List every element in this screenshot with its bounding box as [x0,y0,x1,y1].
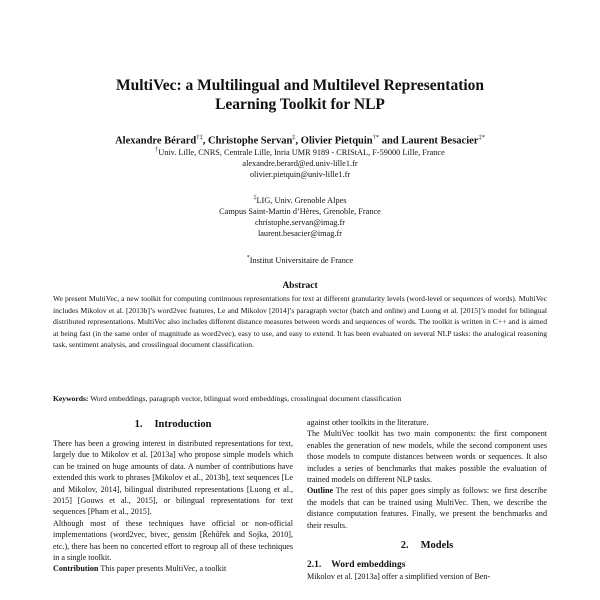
section-number: 2. [400,540,409,552]
section-heading-models [307,539,547,552]
author-separator: and [379,135,402,147]
author-email: laurent.besacier@imag.fr [257,229,343,239]
paragraph-text: The rest of this paper goes simply as follows: we first describe the models that can be trained using MultiVec. Then, we describe the distance computation features. Finally, we present the benchmarks and their results. [307,486,547,530]
paper-title [0,76,600,114]
affiliation-3 [0,253,600,266]
affiliation-1 [0,145,600,180]
section-heading-introduction [53,418,293,431]
right-column [307,417,547,582]
paragraph-heading: Outline [307,486,334,496]
author-separator: , [202,135,208,147]
author-name: Olivier Pietquin [300,135,373,147]
section-number: 1. [134,419,143,430]
author-name: Alexandre Bérard [115,135,197,147]
paragraph-text: This paper presents MultiVec, a toolkit [98,564,227,574]
author-name: Christophe Servan [207,135,293,147]
affiliation-mark: ‡ [253,195,257,201]
author-separator: , [295,135,301,147]
subsection-title: Word embeddings [331,560,406,571]
title-line-1: MultiVec: a Multilingual and Multilevel Representation [115,77,485,94]
author-email: alexandre.berard@ed.univ-lille1.fr [242,158,358,168]
right-paragraph-3 [307,485,547,531]
keywords-text: Word embeddings, paragraph vector, bilingual word embeddings, crosslingual document classification [90,394,402,403]
abstract-text: We present MultiVec, a new toolkit for computing continuous representations for text at different granularity levels (word-level or sequences of words). MultiVec includes Mikolov et al. [2013b]’s word2vec features, Le and Mikolov [2014]’s paragraph vector (batch and online) and Luong et al. [2015]’s model for bilingual distributed representations. MultiVec also includes different distance measures between words and sequences of words. The toolkit is written in C++ and is aimed at being fast (in the same order of magnitude as word2vec), easy to use, and easy to extend. It has been evaluated on several NLP tasks: the analogical reasoning task, sentiment analysis, and crosslingual document classification. [53,294,547,350]
affiliation-2 [0,193,600,240]
affiliation-line: Institut Universitaire de France [249,255,354,265]
abstract-heading: Abstract [282,281,318,291]
affiliation-address: Campus Saint-Martin d’Hères, Grenoble, France [219,206,381,216]
left-column [53,414,293,575]
intro-paragraph-2: Although most of these techniques have official or non-official implementations (word2vec, bivec, gensim [Řehůřek and Sojka, 2010], etc.), there has been no concerted effort to regroup all of these techniques in a single toolkit. [53,518,293,563]
affiliation-mark: * [246,255,250,261]
section-title: Models [420,540,454,552]
subsection-number: 2.1. [307,560,322,571]
author-name: Laurent Besacier [401,135,479,147]
word-embeddings-paragraph: Mikolov et al. [2013a] offer a simplified version of Ben- [307,572,491,582]
keywords-label: Keywords: [53,394,89,403]
affiliation-line: LIG, Univ. Grenoble Alpes [256,195,347,205]
intro-paragraph-1: There has been a growing interest in distributed representations for text, largely due to Mikolov et al. [2013a] who propose simple models which can be trained on huge amounts of data. A number of contributions have extended this work to phrases [Mikolov et al., 2013b], text sequences [Le and Mikolov, 2014], bilingual distributed representations [Luong et al., 2015] [Gouws et al., 2015], or bilingual representations for text sequences [Pham et al., 2015]. [53,439,293,517]
author-affiliation-mark: †* [372,134,380,141]
author-email: christophe.servan@imag.fr [254,218,346,228]
paragraph-heading: Contribution [53,564,99,574]
author-email: olivier.pietquin@univ-lille1.fr [249,170,351,180]
section-title: Introduction [154,419,212,430]
keywords [53,393,547,404]
affiliation-mark: † [155,147,159,153]
author-affiliation-mark: ‡ [292,134,296,141]
subsection-heading-word-embeddings [307,559,547,571]
intro-paragraph-3 [53,563,293,574]
author-affiliation-mark: †‡ [196,134,203,141]
right-paragraph-1: against other toolkits in the literature. [307,418,429,427]
title-line-2: Learning Toolkit for NLP [215,96,385,113]
author-affiliation-mark: ‡* [478,134,485,141]
affiliation-line: Univ. Lille, CNRS, Centrale Lille, Inria UMR 9189 - CRIStAL, F-59000 Lille, France [158,147,445,157]
right-paragraph-2: The MultiVec toolkit has two main components: the first component enables the generation of new models, while the second component uses those models to compute distances between words or sequences. It also includes a series of benchmarks that makes possible the evaluation of trained models on different NLP tasks. [307,429,547,485]
